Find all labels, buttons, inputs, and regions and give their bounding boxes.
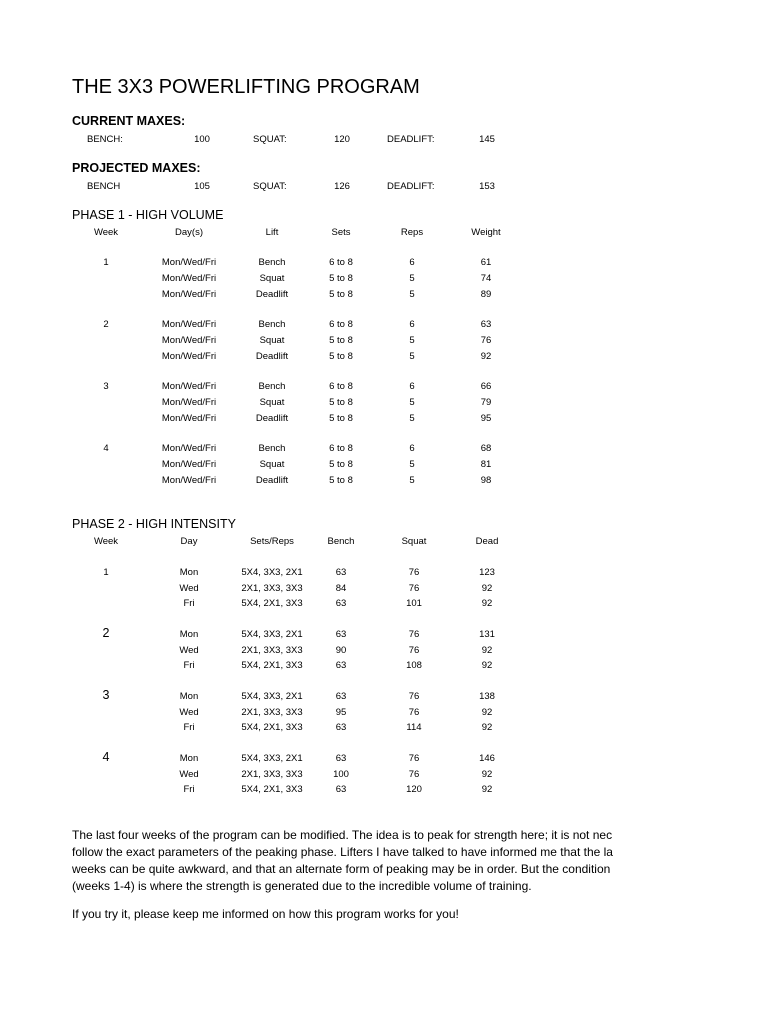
- phase1-cell: 61: [480, 257, 492, 268]
- phase2-cell: Fri: [183, 784, 195, 795]
- phase2-cell: 123: [479, 567, 495, 578]
- phase1-cell: 5: [409, 475, 415, 486]
- phase2-cell: 92: [481, 598, 493, 609]
- phase1-cell: Bench: [258, 257, 286, 268]
- phase1-week-number: 1: [103, 257, 109, 268]
- phase2-cell: 76: [408, 567, 420, 578]
- current-bench-value: 100: [194, 134, 210, 145]
- phase1-cell: 5 to 8: [329, 459, 353, 470]
- phase1-cell: Mon/Wed/Fri: [161, 397, 217, 408]
- phase2-cell: 2X1, 3X3, 3X3: [241, 644, 303, 656]
- phase2-cell: 76: [408, 691, 420, 702]
- phase1-week-number: 3: [103, 381, 109, 392]
- phase2-cell: 5X4, 2X1, 3X3: [241, 784, 303, 795]
- phase2-cell: 90: [335, 644, 347, 656]
- phase2-cell: 63: [335, 660, 347, 671]
- phase1-cell: Squat: [259, 397, 285, 408]
- phase1-cell: 89: [480, 289, 492, 300]
- phase1-cell: 6: [409, 257, 415, 268]
- phase1-header-lift: Lift: [265, 227, 279, 238]
- phase1-cell: 5 to 8: [329, 273, 353, 284]
- phase1-cell: Deadlift: [255, 475, 289, 486]
- phase1-cell: Bench: [258, 443, 286, 454]
- phase1-cell: 5 to 8: [329, 413, 353, 424]
- phase1-cell: Bench: [258, 381, 286, 392]
- phase1-cell: Mon/Wed/Fri: [161, 475, 217, 486]
- phase2-cell: 63: [335, 629, 347, 640]
- phase2-header-dead: Dead: [475, 536, 499, 547]
- phase1-week-number: 2: [103, 319, 109, 330]
- phase1-cell: 5: [409, 335, 415, 346]
- phase2-cell: 76: [408, 768, 420, 780]
- notes-line: follow the exact parameters of the peaking phase. Lifters I have talked to have informed me that the la: [72, 845, 613, 859]
- phase2-week-number: 4: [102, 750, 110, 764]
- phase1-cell: 5 to 8: [329, 397, 353, 408]
- phase1-cell: Bench: [258, 319, 286, 330]
- projected-deadlift-label: DEADLIFT:: [387, 181, 435, 192]
- phase1-cell: 79: [480, 397, 492, 408]
- current-squat-label: SQUAT:: [253, 134, 287, 145]
- phase2-cell: 100: [333, 768, 349, 780]
- phase1-week-number: 4: [103, 443, 109, 454]
- current-maxes-heading: CURRENT MAXES:: [72, 114, 186, 128]
- phase1-cell: Deadlift: [255, 289, 289, 300]
- notes-line: weeks can be quite awkward, and that an alternate form of peaking may be in order. But the condition: [72, 862, 611, 876]
- phase2-week-number: 2: [102, 626, 110, 640]
- phase1-cell: 66: [480, 381, 492, 392]
- phase1-cell: Squat: [259, 459, 285, 470]
- phase1-cell: Deadlift: [255, 351, 289, 362]
- phase2-cell: 5X4, 2X1, 3X3: [241, 722, 303, 733]
- phase1-cell: 6: [409, 381, 415, 392]
- phase2-week-number: 3: [102, 688, 110, 702]
- phase1-cell: 6 to 8: [329, 257, 353, 268]
- phase2-cell: 131: [479, 629, 495, 640]
- phase1-header-sets: Sets: [331, 227, 351, 238]
- phase2-cell: 95: [335, 706, 347, 718]
- phase2-cell: 76: [408, 753, 420, 764]
- phase2-cell: 92: [481, 722, 493, 733]
- phase1-cell: 6: [409, 319, 415, 330]
- phase2-cell: 120: [406, 784, 422, 795]
- phase1-cell: 81: [480, 459, 492, 470]
- phase1-cell: 95: [480, 413, 492, 424]
- phase1-cell: Mon/Wed/Fri: [161, 257, 217, 268]
- projected-deadlift-value: 153: [479, 181, 495, 192]
- phase2-cell: 76: [408, 629, 420, 640]
- phase1-cell: 63: [480, 319, 492, 330]
- phase1-cell: 5 to 8: [329, 335, 353, 346]
- phase2-cell: 92: [481, 644, 493, 656]
- notes-line: (weeks 1-4) is where the strength is generated due to the incredible volume of training.: [72, 879, 532, 893]
- phase2-header-week: Week: [93, 536, 119, 547]
- phase1-cell: Mon/Wed/Fri: [161, 289, 217, 300]
- phase2-cell: 76: [408, 706, 420, 718]
- phase2-cell: 5X4, 2X1, 3X3: [241, 598, 303, 609]
- phase2-cell: 63: [335, 722, 347, 733]
- phase2-cell: 5X4, 3X3, 2X1: [241, 629, 303, 640]
- phase2-cell: Wed: [179, 582, 199, 594]
- current-deadlift-label: DEADLIFT:: [387, 134, 435, 145]
- phase2-heading: PHASE 2 - HIGH INTENSITY: [72, 517, 236, 531]
- phase2-cell: 76: [408, 644, 420, 656]
- current-bench-label: BENCH:: [87, 134, 123, 145]
- phase1-cell: 92: [480, 351, 492, 362]
- current-deadlift-value: 145: [479, 134, 495, 145]
- phase2-header-bench: Bench: [327, 536, 355, 547]
- phase2-cell: 92: [481, 784, 493, 795]
- phase1-cell: Mon/Wed/Fri: [161, 273, 217, 284]
- phase2-cell: Mon: [179, 567, 199, 578]
- phase2-cell: Fri: [183, 598, 195, 609]
- phase2-cell: 101: [406, 598, 422, 609]
- projected-squat-label: SQUAT:: [253, 181, 287, 192]
- phase2-cell: 92: [481, 706, 493, 718]
- closing-note: If you try it, please keep me informed on how this program works for you!: [72, 907, 459, 921]
- phase1-header-weight: Weight: [471, 227, 501, 238]
- phase1-cell: Squat: [259, 335, 285, 346]
- phase1-cell: 5: [409, 289, 415, 300]
- phase2-cell: 63: [335, 598, 347, 609]
- phase1-cell: 5: [409, 459, 415, 470]
- phase1-header-reps: Reps: [400, 227, 424, 238]
- phase2-cell: 108: [406, 660, 422, 671]
- projected-maxes-heading: PROJECTED MAXES:: [72, 161, 201, 175]
- phase2-week-number: 1: [103, 567, 109, 578]
- phase1-cell: 6 to 8: [329, 381, 353, 392]
- phase2-cell: 84: [335, 582, 347, 594]
- phase2-cell: Wed: [179, 768, 199, 780]
- projected-bench-value: 105: [194, 181, 210, 192]
- phase1-cell: 5: [409, 397, 415, 408]
- phase1-cell: 5 to 8: [329, 351, 353, 362]
- phase1-cell: Deadlift: [255, 413, 289, 424]
- phase1-cell: 74: [480, 273, 492, 284]
- phase1-cell: Mon/Wed/Fri: [161, 413, 217, 424]
- phase2-cell: Mon: [179, 753, 199, 764]
- phase2-cell: Mon: [179, 629, 199, 640]
- phase2-header-day: Day: [180, 536, 198, 547]
- phase1-cell: 98: [480, 475, 492, 486]
- phase1-cell: 6 to 8: [329, 319, 353, 330]
- phase2-cell: 63: [335, 784, 347, 795]
- phase1-cell: 68: [480, 443, 492, 454]
- phase2-cell: Fri: [183, 660, 195, 671]
- phase2-cell: 5X4, 2X1, 3X3: [241, 660, 303, 671]
- phase2-cell: 92: [481, 768, 493, 780]
- phase1-cell: 6 to 8: [329, 443, 353, 454]
- phase1-cell: 5: [409, 273, 415, 284]
- phase2-header-squat: Squat: [401, 536, 427, 547]
- phase2-cell: 5X4, 3X3, 2X1: [241, 691, 303, 702]
- phase1-header-week: Week: [93, 227, 119, 238]
- phase1-cell: 5 to 8: [329, 289, 353, 300]
- phase2-cell: 138: [479, 691, 495, 702]
- phase2-cell: Wed: [179, 644, 199, 656]
- phase2-cell: 63: [335, 567, 347, 578]
- phase1-heading: PHASE 1 - HIGH VOLUME: [72, 208, 224, 222]
- phase1-cell: Mon/Wed/Fri: [161, 319, 217, 330]
- phase2-cell: 92: [481, 660, 493, 671]
- phase2-cell: 5X4, 3X3, 2X1: [241, 567, 303, 578]
- projected-bench-label: BENCH: [87, 181, 121, 192]
- projected-squat-value: 126: [334, 181, 350, 192]
- notes-line: The last four weeks of the program can be modified. The idea is to peak for strength here; it is not nec: [72, 828, 613, 842]
- phase1-cell: Squat: [259, 273, 285, 284]
- phase2-cell: 63: [335, 691, 347, 702]
- phase1-header-days: Day(s): [175, 227, 203, 238]
- phase2-cell: 2X1, 3X3, 3X3: [241, 768, 303, 780]
- phase2-cell: 146: [479, 753, 495, 764]
- phase2-cell: 2X1, 3X3, 3X3: [241, 706, 303, 718]
- phase1-cell: 76: [480, 335, 492, 346]
- phase1-cell: Mon/Wed/Fri: [161, 351, 217, 362]
- phase1-cell: Mon/Wed/Fri: [161, 459, 217, 470]
- phase1-cell: Mon/Wed/Fri: [161, 335, 217, 346]
- phase2-cell: Fri: [183, 722, 195, 733]
- phase1-cell: Mon/Wed/Fri: [161, 443, 217, 454]
- notes-paragraph: [72, 827, 654, 895]
- phase1-cell: 5 to 8: [329, 475, 353, 486]
- phase2-cell: Wed: [179, 706, 199, 718]
- phase2-cell: 92: [481, 582, 493, 594]
- current-squat-value: 120: [334, 134, 350, 145]
- phase1-cell: 6: [409, 443, 415, 454]
- phase1-cell: Mon/Wed/Fri: [161, 381, 217, 392]
- phase2-header-setsreps: Sets/Reps: [250, 536, 294, 547]
- phase2-cell: 5X4, 3X3, 2X1: [241, 753, 303, 764]
- phase2-cell: Mon: [179, 691, 199, 702]
- phase2-cell: 114: [406, 722, 422, 733]
- phase1-cell: 5: [409, 351, 415, 362]
- page-title: THE 3X3 POWERLIFTING PROGRAM: [72, 76, 420, 98]
- phase2-cell: 2X1, 3X3, 3X3: [241, 582, 303, 594]
- phase2-cell: 63: [335, 753, 347, 764]
- phase1-cell: 5: [409, 413, 415, 424]
- phase2-cell: 76: [408, 582, 420, 594]
